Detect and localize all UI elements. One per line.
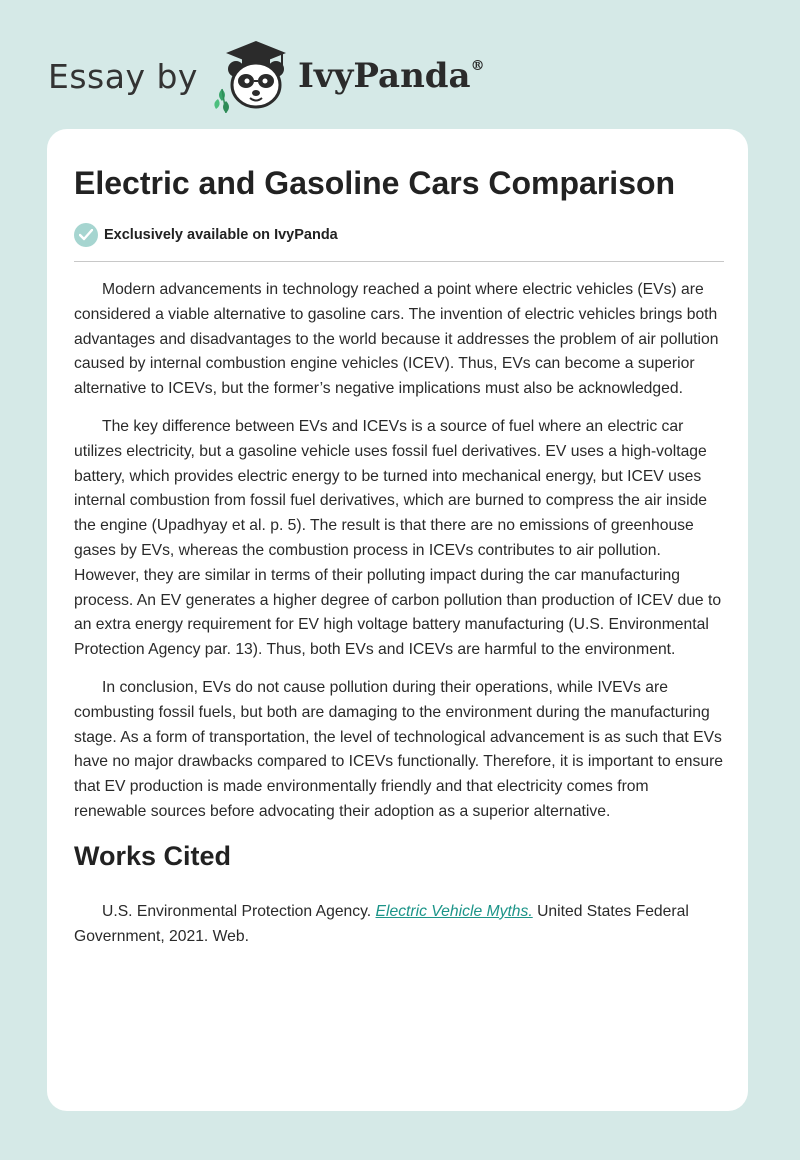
page-title: Electric and Gasoline Cars Comparison: [74, 165, 676, 201]
brand-name-text: IvyPanda: [297, 56, 471, 96]
paragraph-1: Modern advancements in technology reached a point where electric vehicles (EVs) are considered a viable alternative to gasoline cars. The invention of electric vehicles brings both advantages and disadvantages to the world because it addresses the problem of air pollution caused by internal combustion engine vehicles (ICEV). Thus, EVs can become a superior alternative to ICEVs, but the former’s negative implications must also be acknowledged.: [74, 281, 719, 398]
citation-link[interactable]: Electric Vehicle Myths.: [375, 902, 533, 920]
citation-author: U.S. Environmental Protection Agency.: [102, 902, 376, 920]
registered-mark: ®: [470, 58, 485, 74]
essay-body: [74, 278, 724, 949]
panda-logo-icon[interactable]: [212, 39, 294, 113]
works-cited-heading: Works Cited: [74, 840, 232, 871]
essay-card: [47, 129, 748, 1111]
paragraph-3: In conclusion, EVs do not cause pollution during their operations, while IVEVs are combusting fossil fuels, but both are damaging to the environment during the manufacturing stage. As a form of transportation, the level of technological advancement is as such that EVs have no major drawbacks compared to ICEVs functionally. Therefore, it is important to ensure that EV production is made environmentally friendly and that electricity comes from renewable sources before advocating their adoption as a superior alternative.: [74, 678, 724, 820]
citation-publisher: United States Federal Government, 2021. Web.: [74, 902, 689, 945]
brand-name[interactable]: [298, 56, 485, 96]
citation-entry: [74, 900, 724, 950]
exclusive-badge: [74, 223, 338, 247]
paragraph-2: The key difference between EVs and ICEVs is a source of fuel where an electric car utilizes electricity, but a gasoline vehicle uses fossil fuel derivatives. EV uses a high-voltage battery, which provides electric energy to be turned into mechanical energy, but ICEV uses internal combustion from fossil fuel derivatives, which are burned to compress the air inside the engine (Upadhyay et al. p. 5). The result is that there are no emissions of greenhouse gases by EVs, whereas the combustion process in ICEVs contributes to air pollution. However, they are similar in terms of their polluting impact during the car manufacturing process. An EV generates a higher degree of carbon pollution than production of ICEV due to an extra energy requirement for EV high voltage battery manufacturing (U.S. Environmental Protection Agency par. 13). Thus, both EVs and ICEVs are harmful to the environment.: [74, 417, 722, 659]
title-divider: [74, 261, 724, 262]
site-header: [48, 36, 508, 116]
exclusive-label: Exclusively available on IvyPanda: [104, 227, 338, 243]
essay-by-label: Essay by: [48, 56, 198, 96]
check-circle-icon: [74, 223, 98, 247]
